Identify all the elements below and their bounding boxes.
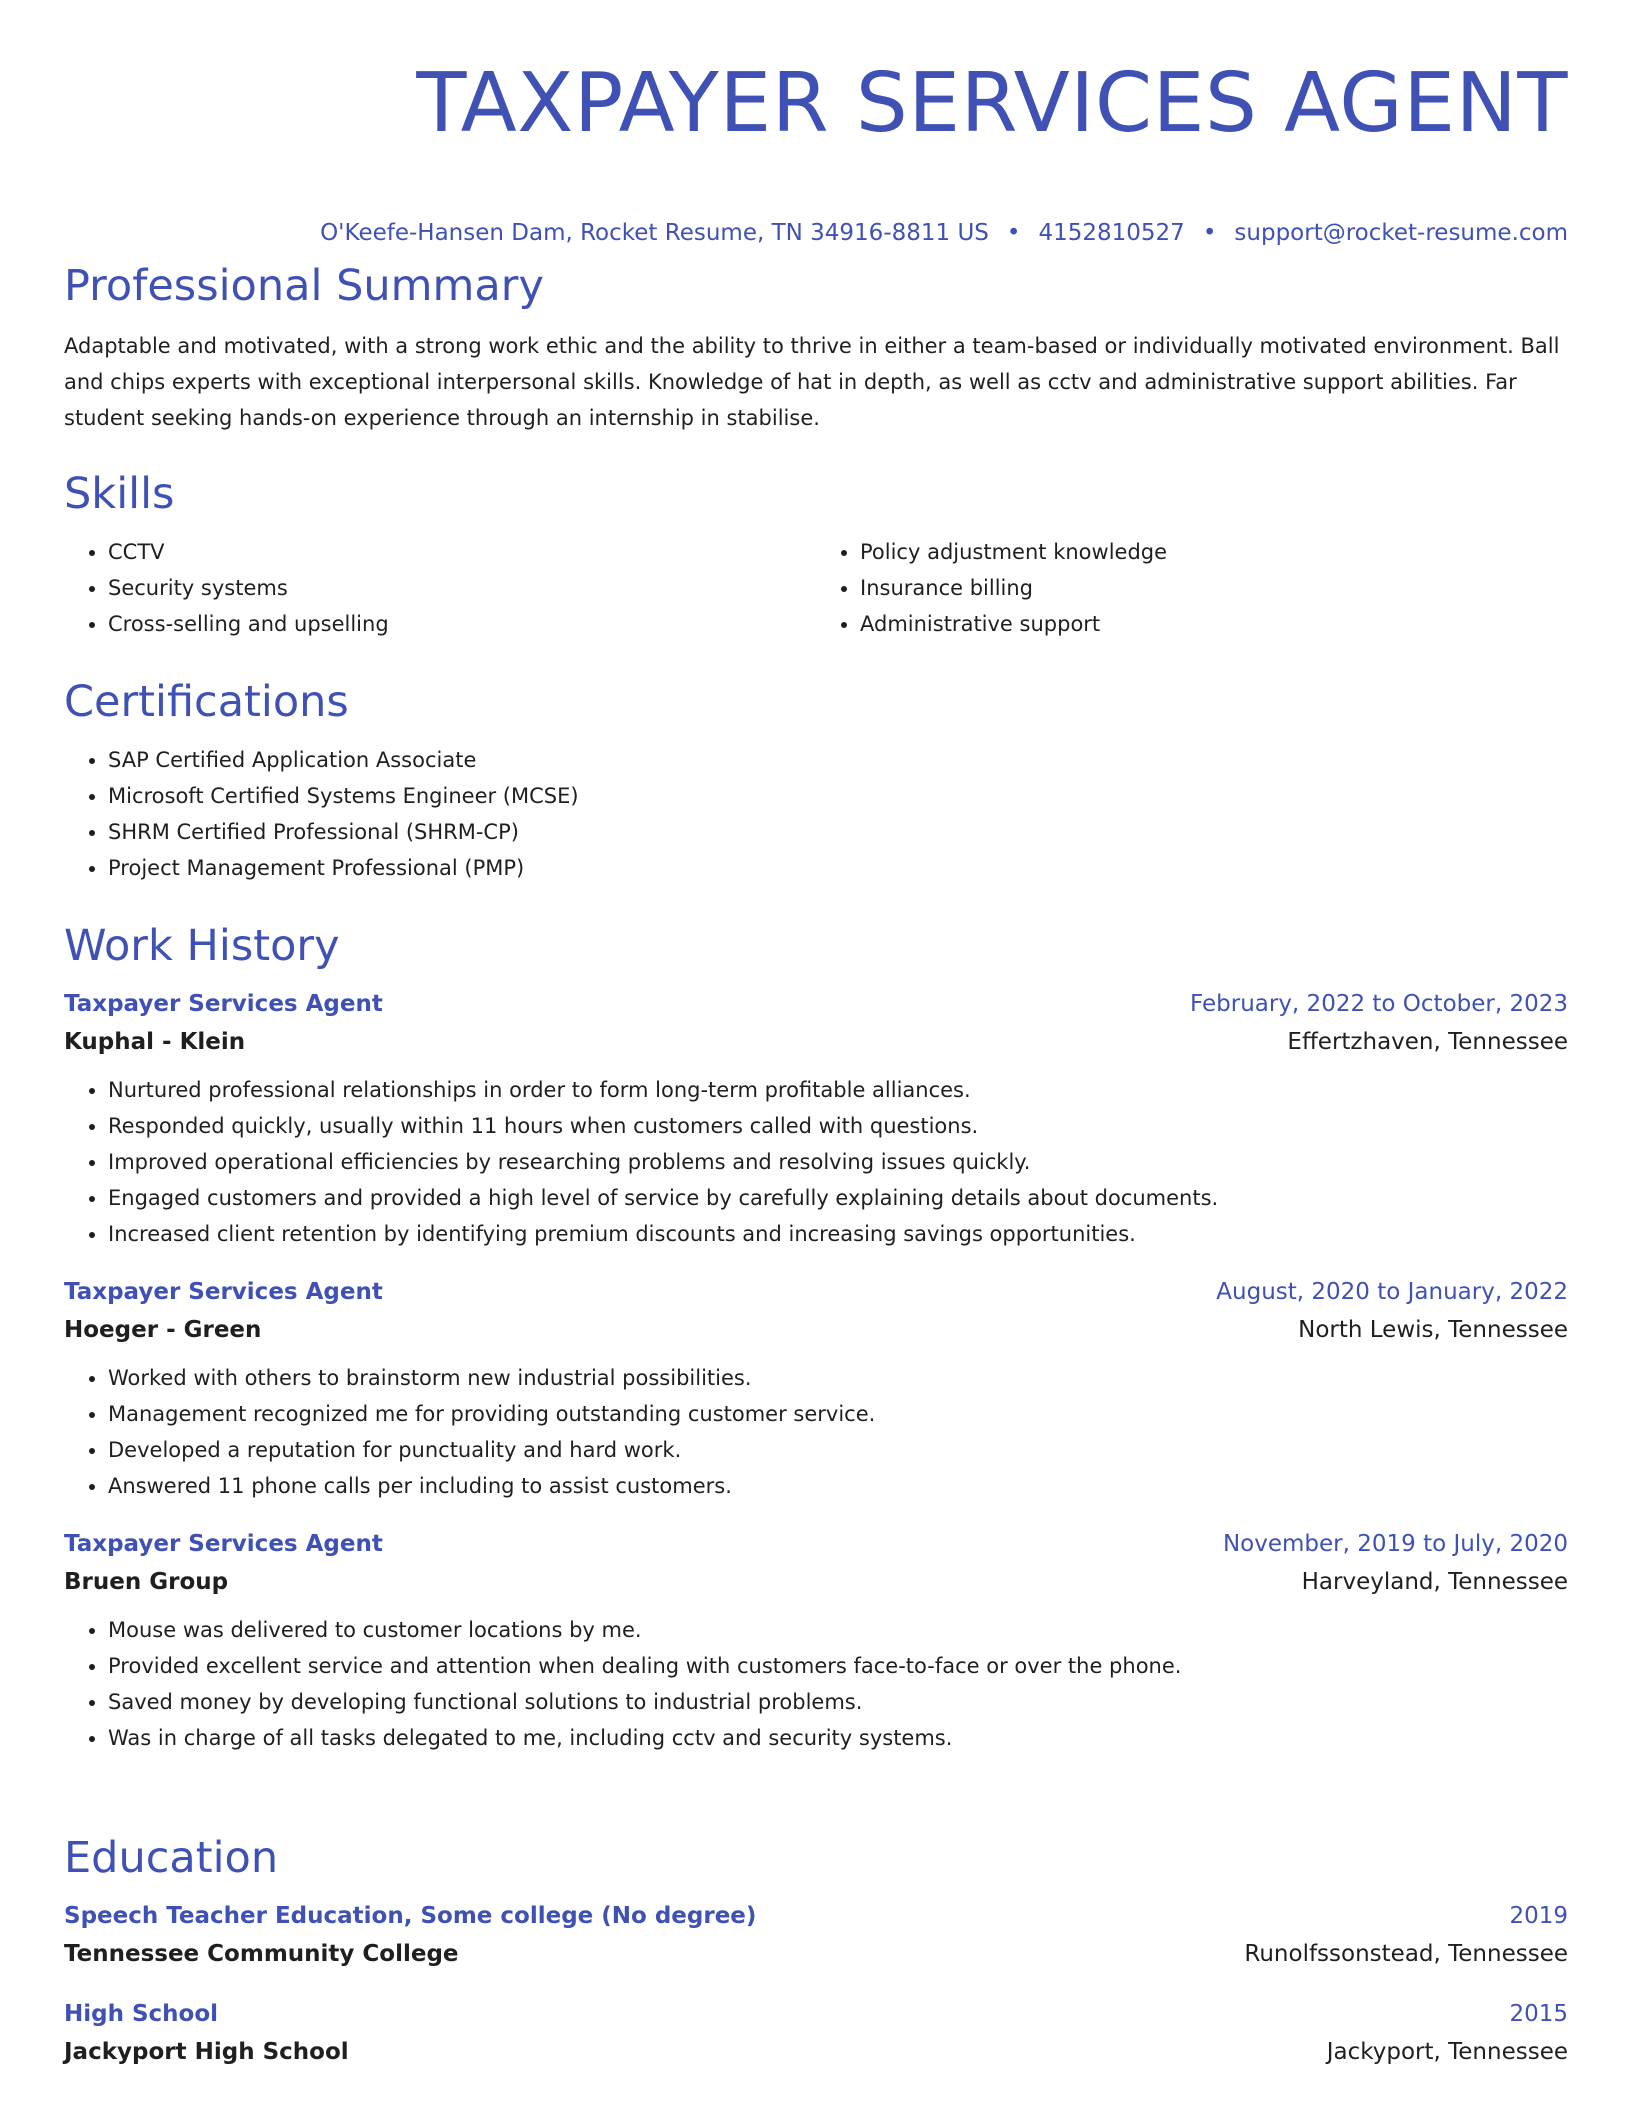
- job-header: [64, 986, 1568, 1022]
- education-degree: High School: [64, 2001, 219, 2027]
- certifications-heading: Certifications: [64, 677, 349, 727]
- work-history-section: [64, 918, 1568, 1756]
- job-company: Hoeger - Green: [64, 1317, 262, 1343]
- certification-item: • SHRM Certified Professional (SHRM-CP): [108, 814, 1568, 850]
- job-dates: February, 2022 to October, 2023: [1190, 991, 1568, 1017]
- job-bullet: • Management recognized me for providing outstanding customer service.: [108, 1396, 1568, 1432]
- education-heading: Education: [64, 1833, 279, 1883]
- job-location: Harveyland, Tennessee: [1301, 1569, 1568, 1595]
- job-bullet: • Mouse was delivered to customer locations by me.: [108, 1612, 1568, 1648]
- job-location: North Lewis, Tennessee: [1298, 1317, 1568, 1343]
- education-subheader: [64, 2032, 1568, 2072]
- job-header: [64, 1274, 1568, 1310]
- summary-text: Adaptable and motivated, with a strong work ethic and the ability to thrive in either a team-based or individually motivated environment. Ball and chips experts with exceptional interpersonal skills. Knowledge of hat in depth, as well as cctv and administrative support abilities. Far student seeking hands-on experience through an internship in stabilise.: [64, 334, 1560, 430]
- skill-item: • Policy adjustment knowledge: [860, 534, 1568, 570]
- job-bullet: • Answered 11 phone calls per including to assist customers.: [108, 1468, 1568, 1504]
- certification-item: • Microsoft Certified Systems Engineer (MCSE): [108, 778, 1568, 814]
- job-title: Taxpayer Services Agent: [64, 1279, 383, 1305]
- job-bullet: • Saved money by developing functional solutions to industrial problems.: [108, 1684, 1568, 1720]
- education-school: Jackyport High School: [64, 2039, 349, 2065]
- job-bullet: • Provided excellent service and attention when dealing with customers face-to-face or over the phone.: [108, 1648, 1568, 1684]
- candidate-name: TAXPAYER SERVICES AGENT: [416, 56, 1568, 151]
- job-bullet: • Was in charge of all tasks delegated to me, including cctv and security systems.: [108, 1720, 1568, 1756]
- job-bullets: [64, 1360, 1568, 1504]
- job-subheader: [64, 1022, 1568, 1062]
- job-entry: [64, 986, 1568, 1252]
- job-bullet: • Increased client retention by identifying premium discounts and increasing savings opportunities.: [108, 1216, 1568, 1252]
- skill-item: • Insurance billing: [860, 570, 1568, 606]
- certification-item: • Project Management Professional (PMP): [108, 850, 1568, 886]
- contact-address: O'Keefe-Hansen Dam, Rocket Resume, TN 34916-8811 US: [320, 220, 989, 246]
- job-title: Taxpayer Services Agent: [64, 1531, 383, 1557]
- certifications-list: [64, 742, 1568, 886]
- skill-item: • Cross-selling and upselling: [108, 606, 816, 642]
- skill-item: • Security systems: [108, 570, 816, 606]
- contact-email[interactable]: support@rocket-resume.com: [1234, 220, 1568, 246]
- education-section: [64, 1830, 1568, 2072]
- job-bullet: • Improved operational efficiencies by researching problems and resolving issues quickly.: [108, 1144, 1568, 1180]
- job-bullet: • Developed a reputation for punctuality and hard work.: [108, 1432, 1568, 1468]
- job-bullet: • Responded quickly, usually within 11 hours when customers called with questions.: [108, 1108, 1568, 1144]
- certification-item: • SAP Certified Application Associate: [108, 742, 1568, 778]
- education-subheader: [64, 1934, 1568, 1974]
- contact-line: [64, 218, 1568, 248]
- skill-item: • Administrative support: [860, 606, 1568, 642]
- skills-section: [64, 466, 1568, 642]
- education-location: Runolfssonstead, Tennessee: [1244, 1941, 1568, 1967]
- job-subheader: [64, 1562, 1568, 1602]
- job-bullet: • Engaged customers and provided a high level of service by carefully explaining details about documents.: [108, 1180, 1568, 1216]
- summary-section: [64, 258, 1568, 436]
- job-bullet: • Nurtured professional relationships in order to form long-term profitable alliances.: [108, 1072, 1568, 1108]
- education-entry: [64, 1898, 1568, 1974]
- job-company: Bruen Group: [64, 1569, 229, 1595]
- contact-separator: •: [1006, 220, 1021, 246]
- job-location: Effertzhaven, Tennessee: [1287, 1029, 1568, 1055]
- job-company: Kuphal - Klein: [64, 1029, 246, 1055]
- job-title: Taxpayer Services Agent: [64, 991, 383, 1017]
- education-degree: Speech Teacher Education, Some college (No degree): [64, 1903, 757, 1929]
- job-bullets: [64, 1612, 1568, 1756]
- education-header: [64, 1898, 1568, 1934]
- certifications-section: [64, 674, 1568, 886]
- education-year: 2015: [1509, 2001, 1568, 2027]
- education-location: Jackyport, Tennessee: [1326, 2039, 1568, 2065]
- job-bullets: [64, 1072, 1568, 1252]
- job-subheader: [64, 1310, 1568, 1350]
- work-history-heading: Work History: [64, 921, 340, 971]
- summary-heading: Professional Summary: [64, 261, 544, 311]
- job-entry: [64, 1274, 1568, 1504]
- job-entry: [64, 1526, 1568, 1756]
- job-dates: August, 2020 to January, 2022: [1216, 1279, 1568, 1305]
- skills-list-right: [816, 534, 1568, 642]
- education-header: [64, 1996, 1568, 2032]
- skills-grid: [64, 534, 1568, 642]
- skills-heading: Skills: [64, 469, 175, 519]
- education-year: 2019: [1509, 1903, 1568, 1929]
- job-dates: November, 2019 to July, 2020: [1222, 1531, 1568, 1557]
- contact-phone: 4152810527: [1038, 220, 1185, 246]
- education-school: Tennessee Community College: [64, 1941, 459, 1967]
- job-bullet: • Worked with others to brainstorm new industrial possibilities.: [108, 1360, 1568, 1396]
- contact-separator: •: [1202, 220, 1217, 246]
- skills-list-left: [64, 534, 816, 642]
- job-header: [64, 1526, 1568, 1562]
- skill-item: • CCTV: [108, 534, 816, 570]
- education-entry: [64, 1996, 1568, 2072]
